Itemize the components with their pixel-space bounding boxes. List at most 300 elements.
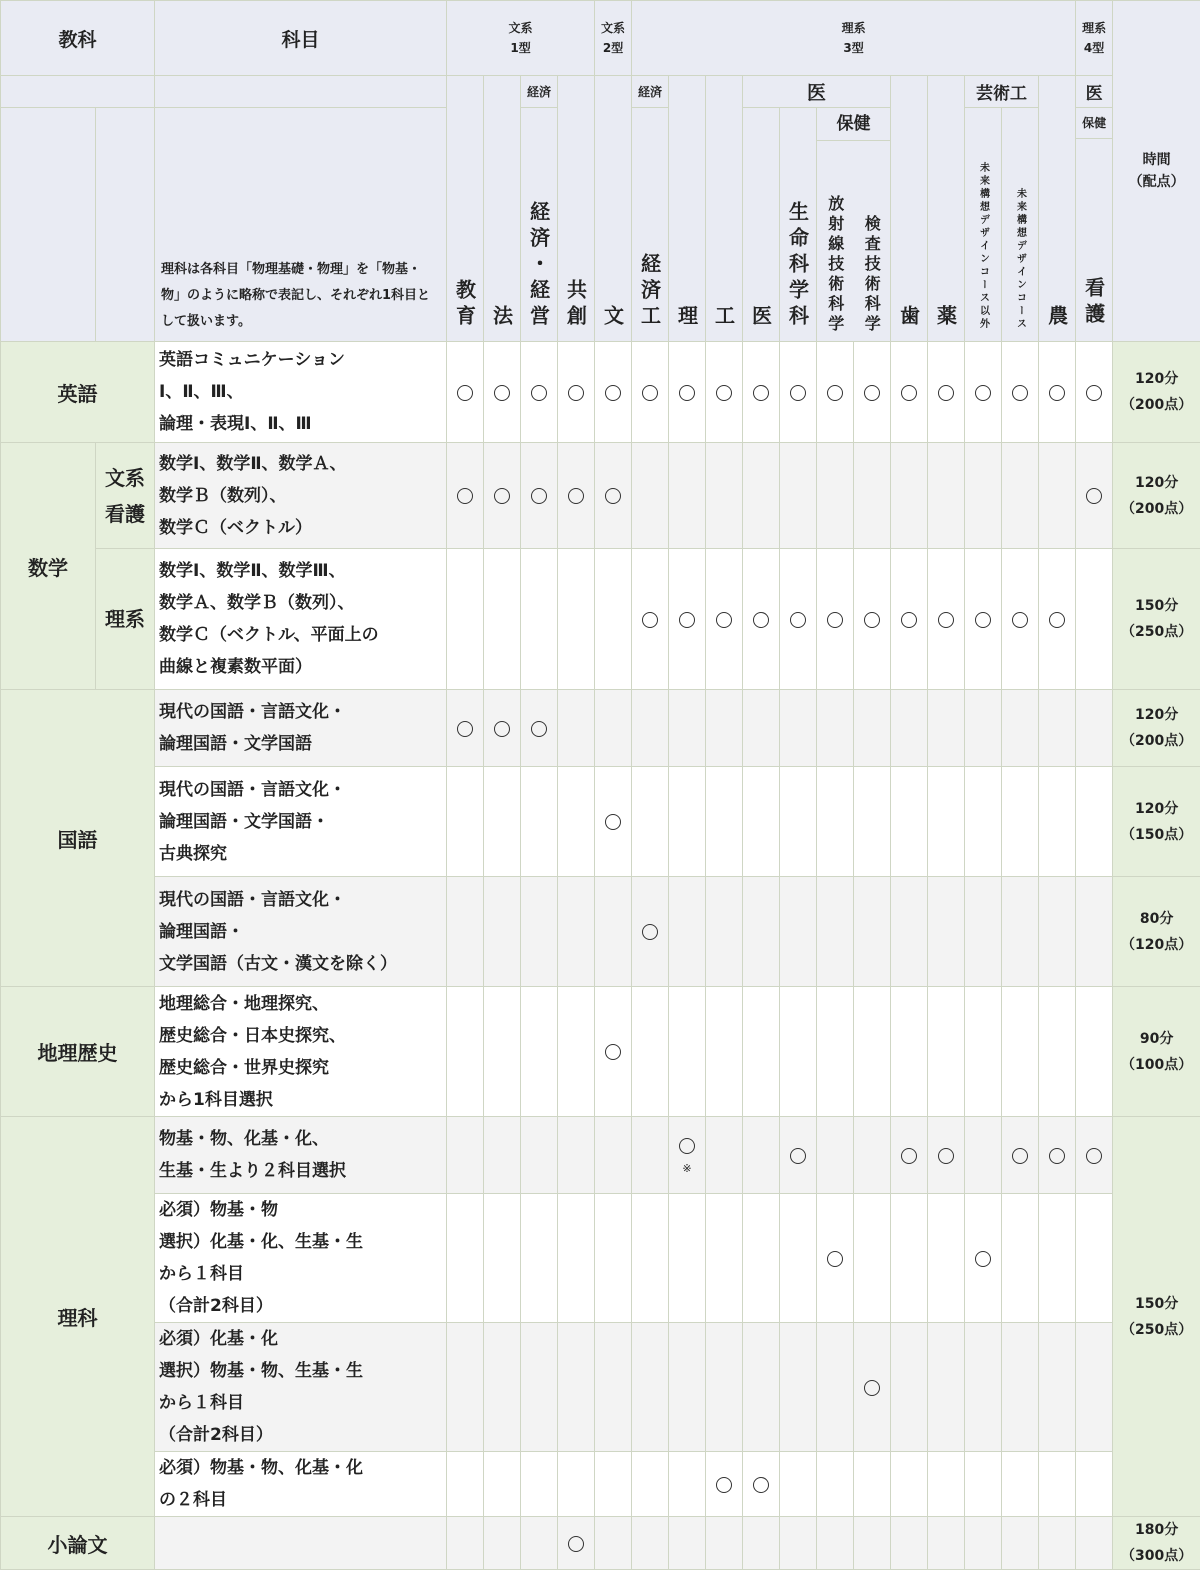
circle-mark-icon [1086,488,1102,504]
header-blank-c [1,108,96,342]
subject-english: 英語 [1,342,155,443]
circle-mark-icon [938,1148,954,1164]
mark-cell [706,1117,743,1194]
time-english: 120分 （200点） [1113,342,1200,443]
circle-mark-icon [531,721,547,737]
circle-mark-icon [642,385,658,401]
mark-cell [447,767,484,877]
mark-cell [891,1517,928,1570]
mark-cell [891,443,928,549]
circle-mark-icon [679,1138,695,1154]
mark-cell [632,987,669,1117]
mark-cell [854,443,891,549]
fac-7 [706,76,743,342]
fac-6-label: 理 [673,305,702,331]
mark-cell [521,1323,558,1452]
mark-cell [632,1194,669,1323]
mark-cell [669,342,706,443]
mark-cell [669,1452,706,1517]
circle-mark-icon [605,385,621,401]
mark-cell [780,1452,817,1517]
mark-cell [891,877,928,987]
header-group-3 [632,1,1076,76]
mark-cell [632,549,669,690]
mark-cell [928,1323,965,1452]
subject-science: 理科 [1,1117,155,1517]
circle-mark-icon [938,385,954,401]
circle-mark-icon [716,612,732,628]
mark-cell [632,1117,669,1194]
fac-13 [928,76,965,342]
fac-5 [632,108,669,342]
fac-12-label: 歯 [895,305,924,331]
mark-cell [669,1194,706,1323]
mark-cell [743,877,780,987]
scope-japanese-2: 現代の国語・言語文化・ 論理国語・文学国語・ 古典探究 [155,767,447,877]
mark-cell [891,1194,928,1323]
mark-cell [780,767,817,877]
circle-mark-icon [531,385,547,401]
row-japanese-2 [1,767,1200,877]
mark-cell [891,549,928,690]
mark-cell [743,1517,780,1570]
scope-science-1: 物基・物、化基・化、 生基・生より２科目選択 [155,1117,447,1194]
sub-med4: 医 [1076,76,1113,108]
row-geohistory [1,987,1200,1117]
mark-cell [928,1194,965,1323]
time-math-bunkei: 120分 （200点） [1113,443,1200,549]
mark-cell [595,690,632,767]
mark-cell [891,767,928,877]
circle-mark-icon [531,488,547,504]
fac-1 [484,76,521,342]
header-group-4 [1076,1,1113,76]
mark-cell [484,767,521,877]
mark-cell [1002,1194,1039,1323]
scope-science-3: 必須）化基・化 選択）物基・物、生基・生 から１科目 （合計2科目） [155,1323,447,1452]
sub-hoken-block [817,108,891,342]
group-3-label: 理系 3型 [842,21,866,55]
mark-cell [447,1517,484,1570]
fac-8 [743,108,780,342]
mark-cell [891,342,928,443]
circle-mark-icon [1012,1148,1028,1164]
circle-mark-icon [827,612,843,628]
mark-cell [854,987,891,1117]
mark-cell [484,987,521,1117]
mark-cell [1039,1452,1076,1517]
subject-japanese: 国語 [1,690,155,987]
fac-16-label: 農 [1043,305,1072,331]
time-label: 時間 （配点） [1129,152,1185,190]
header-note: 理科は各科目「物理基礎・物理」を「物基・物」のように略称で表記し、それぞれ1科目として扱います。 [155,108,447,342]
mark-cell [447,1194,484,1323]
mark-cell [447,342,484,443]
mark-cell [595,1117,632,1194]
fac-13-label: 薬 [932,305,961,331]
mark-cell [928,1452,965,1517]
fac-0-label: 教育 [451,279,480,331]
mark-cell [595,342,632,443]
mark-cell [891,1117,928,1194]
fac-14 [965,108,1002,342]
mark-cell [706,342,743,443]
mark-cell [558,987,595,1117]
mark-cell [891,690,928,767]
mark-cell [1076,1452,1113,1517]
scope-math-rikei: 数学Ⅰ、数学Ⅱ、数学Ⅲ、 数学Ａ、数学Ｂ（数列）、 数学Ｃ（ベクトル、平面上の 曲線と複素数平面） [155,549,447,690]
circle-mark-icon [938,612,954,628]
mark-cell [521,549,558,690]
mark-cell [595,1323,632,1452]
mark-cell [484,1517,521,1570]
fac-2 [521,108,558,342]
fac-8-label: 医 [747,305,776,331]
scope-japanese-1: 現代の国語・言語文化・ 論理国語・文学国語 [155,690,447,767]
fac-17-wrap [1076,139,1112,335]
mark-cell [928,549,965,690]
mark-cell [706,1517,743,1570]
fac-0 [447,76,484,342]
mark-cell [447,549,484,690]
mark-cell [706,987,743,1117]
fac-15 [1002,108,1039,342]
note-mark: ※ [669,1162,705,1176]
circle-mark-icon [1086,385,1102,401]
mark-cell [1002,1452,1039,1517]
mark-cell [632,443,669,549]
mark-cell [669,1517,706,1570]
circle-mark-icon [864,1380,880,1396]
mark-cell [854,1517,891,1570]
mark-cell [780,1323,817,1452]
mark-cell [1002,877,1039,987]
mark-cell [595,767,632,877]
circle-mark-icon [605,488,621,504]
mark-cell [447,1323,484,1452]
mark-cell [854,877,891,987]
mark-cell [558,877,595,987]
mark-cell [891,987,928,1117]
hoken-faculties [817,141,890,341]
circle-mark-icon [1012,612,1028,628]
mark-cell [780,987,817,1117]
fac-5-label: 経済工 [636,253,665,331]
mark-cell [928,690,965,767]
mark-cell [1002,1117,1039,1194]
header-blank-b [155,76,447,108]
mark-cell [1076,987,1113,1117]
circle-mark-icon [827,385,843,401]
fac-15-label: 未来構想デザインコース [1013,188,1028,331]
fac-1-label: 法 [488,305,517,331]
mark-cell [1002,987,1039,1117]
mark-cell [928,877,965,987]
mark-cell [1076,443,1113,549]
mark-cell [965,342,1002,443]
mark-cell [1076,690,1113,767]
mark-cell [484,1117,521,1194]
mark-cell [484,877,521,987]
mark-cell [854,549,891,690]
sub-art: 芸術工 [965,76,1039,108]
time-math-rikei: 150分 （250点） [1113,549,1200,690]
circle-mark-icon [790,385,806,401]
sub-hoken: 保健 [817,108,890,141]
fac-7-label: 工 [710,305,739,331]
fac-17-label: 看護 [1080,277,1109,329]
circle-mark-icon [1049,1148,1065,1164]
mark-cell [447,1452,484,1517]
mark-cell [1002,1323,1039,1452]
mark-cell [521,443,558,549]
mark-cell [484,342,521,443]
mark-cell [595,1452,632,1517]
mark-cell [1002,342,1039,443]
mark-cell [743,1117,780,1194]
mark-cell [447,877,484,987]
mark-cell [780,443,817,549]
mark-cell [595,877,632,987]
sub-keizai3: 経済 [632,76,669,108]
circle-mark-icon [901,612,917,628]
scope-japanese-3: 現代の国語・言語文化・ 論理国語・ 文学国語（古文・漢文を除く） [155,877,447,987]
circle-mark-icon [790,1148,806,1164]
mark-cell [632,342,669,443]
mark-cell [632,1517,669,1570]
mark-cell [965,1452,1002,1517]
fac-3-label: 共創 [562,279,591,331]
mark-cell [817,877,854,987]
circle-mark-icon [679,612,695,628]
circle-mark-icon [457,385,473,401]
circle-mark-icon [975,1251,991,1267]
circle-mark-icon [642,924,658,940]
scope-english: 英語コミュニケーション Ⅰ、Ⅱ、Ⅲ、 論理・表現Ⅰ、Ⅱ、Ⅲ [155,342,447,443]
sub-keizai1: 経済 [521,76,558,108]
mark-cell [669,1117,706,1194]
mark-cell [521,342,558,443]
row-science-1 [1,1117,1200,1194]
circle-mark-icon [568,488,584,504]
mark-cell [595,443,632,549]
mark-cell [928,443,965,549]
mark-cell [743,549,780,690]
mark-cell [558,1517,595,1570]
mark-cell [632,767,669,877]
mark-cell [780,877,817,987]
mark-cell [1039,443,1076,549]
fac-16 [1039,76,1076,342]
fac-4 [595,76,632,342]
mark-cell [780,342,817,443]
mark-cell [743,1323,780,1452]
mark-cell [669,690,706,767]
mark-cell [780,549,817,690]
sub-med: 医 [743,76,891,108]
time-japanese-3: 80分 （120点） [1113,877,1200,987]
mark-cell [854,1323,891,1452]
mark-cell [1002,767,1039,877]
circle-mark-icon [494,385,510,401]
mark-cell [1002,443,1039,549]
mark-cell [1076,1517,1113,1570]
sub-hoken4: 保健 [1076,108,1112,139]
mark-cell [706,1194,743,1323]
mark-cell [928,342,965,443]
mark-cell [706,443,743,549]
mark-cell [558,1323,595,1452]
mark-cell [965,1117,1002,1194]
circle-mark-icon [901,385,917,401]
mark-cell [1039,1323,1076,1452]
mark-cell [447,443,484,549]
mark-cell [706,690,743,767]
subsubject-bunkei: 文系 看護 [96,443,155,549]
mark-cell [521,1452,558,1517]
mark-cell [558,1117,595,1194]
mark-cell [817,1517,854,1570]
circle-mark-icon [1049,385,1065,401]
mark-cell [1002,690,1039,767]
scope-math-bunkei: 数学Ⅰ、数学Ⅱ、数学Ａ、 数学Ｂ（数列）、 数学Ｃ（ベクトル） [155,443,447,549]
mark-cell [1076,1194,1113,1323]
circle-mark-icon [864,385,880,401]
circle-mark-icon [642,612,658,628]
header-subject: 教科 [1,1,155,76]
mark-cell [854,342,891,443]
mark-cell [1076,549,1113,690]
mark-cell [632,1452,669,1517]
mark-cell [965,1323,1002,1452]
circle-mark-icon [753,612,769,628]
mark-cell [447,1117,484,1194]
mark-cell [854,1452,891,1517]
scope-science-2: 必須）物基・物 選択）化基・化、生基・生 から１科目 （合計2科目） [155,1194,447,1323]
row-english [1,342,1200,443]
header-group-1 [447,1,595,76]
circle-mark-icon [1086,1148,1102,1164]
mark-cell [484,443,521,549]
circle-mark-icon [1049,612,1065,628]
mark-cell [743,1194,780,1323]
mark-cell [1076,1117,1113,1194]
mark-cell [595,549,632,690]
mark-cell [669,767,706,877]
scope-essay [155,1517,447,1570]
mark-cell [817,1117,854,1194]
fac-4-label: 文 [599,305,628,331]
fac-11-label: 検査技術科学 [860,215,883,335]
row-japanese-1 [1,690,1200,767]
group-1-label: 文系 1型 [509,21,533,55]
mark-cell [595,987,632,1117]
mark-cell [928,1517,965,1570]
circle-mark-icon [716,1477,732,1493]
mark-cell [558,1452,595,1517]
mark-cell [521,690,558,767]
fac-3 [558,76,595,342]
fac-6 [669,76,706,342]
circle-mark-icon [1012,385,1028,401]
mark-cell [595,1517,632,1570]
fac-17 [1076,108,1113,342]
mark-cell [1039,767,1076,877]
mark-cell [1076,877,1113,987]
mark-cell [743,987,780,1117]
mark-cell [1039,987,1076,1117]
mark-cell [965,1194,1002,1323]
fac-10-label: 放射線技術科学 [824,195,847,335]
mark-cell [521,1517,558,1570]
mark-cell [521,1194,558,1323]
time-japanese-2: 120分 （150点） [1113,767,1200,877]
mark-cell [1002,549,1039,690]
time-geohistory: 90分 （100点） [1113,987,1200,1117]
mark-cell [817,690,854,767]
mark-cell [965,549,1002,690]
mark-cell [1076,342,1113,443]
circle-mark-icon [864,612,880,628]
mark-cell [780,1194,817,1323]
circle-mark-icon [457,721,473,737]
mark-cell [928,767,965,877]
mark-cell [965,877,1002,987]
mark-cell [521,987,558,1117]
mark-cell [669,877,706,987]
header-group-2 [595,1,632,76]
mark-cell [891,1452,928,1517]
mark-cell [743,443,780,549]
mark-cell [1039,342,1076,443]
mark-cell [1076,1323,1113,1452]
mark-cell [965,767,1002,877]
circle-mark-icon [753,1477,769,1493]
circle-mark-icon [679,385,695,401]
fac-2-label: 経済・経営 [525,201,554,331]
mark-cell [447,987,484,1117]
group-2-label: 文系 2型 [601,21,625,55]
mark-cell [706,1452,743,1517]
mark-cell [1039,549,1076,690]
row-science-2 [1,1194,1200,1323]
mark-cell [817,342,854,443]
circle-mark-icon [827,1251,843,1267]
mark-cell [854,1194,891,1323]
circle-mark-icon [975,612,991,628]
mark-cell [632,1323,669,1452]
mark-cell [632,877,669,987]
group-4-label: 理系 4型 [1082,21,1106,55]
mark-cell [817,549,854,690]
mark-cell [743,342,780,443]
mark-cell [817,1323,854,1452]
mark-cell [669,1323,706,1452]
mark-cell [521,1117,558,1194]
circle-mark-icon [568,1536,584,1552]
mark-cell [928,987,965,1117]
subject-math: 数学 [1,443,96,690]
mark-cell [743,767,780,877]
subsubject-rikei: 理系 [96,549,155,690]
mark-cell [706,549,743,690]
circle-mark-icon [457,488,473,504]
time-essay: 180分 （300点） [1113,1517,1200,1570]
header-time [1113,1,1200,342]
mark-cell [1039,877,1076,987]
mark-cell [632,690,669,767]
mark-cell [817,1194,854,1323]
